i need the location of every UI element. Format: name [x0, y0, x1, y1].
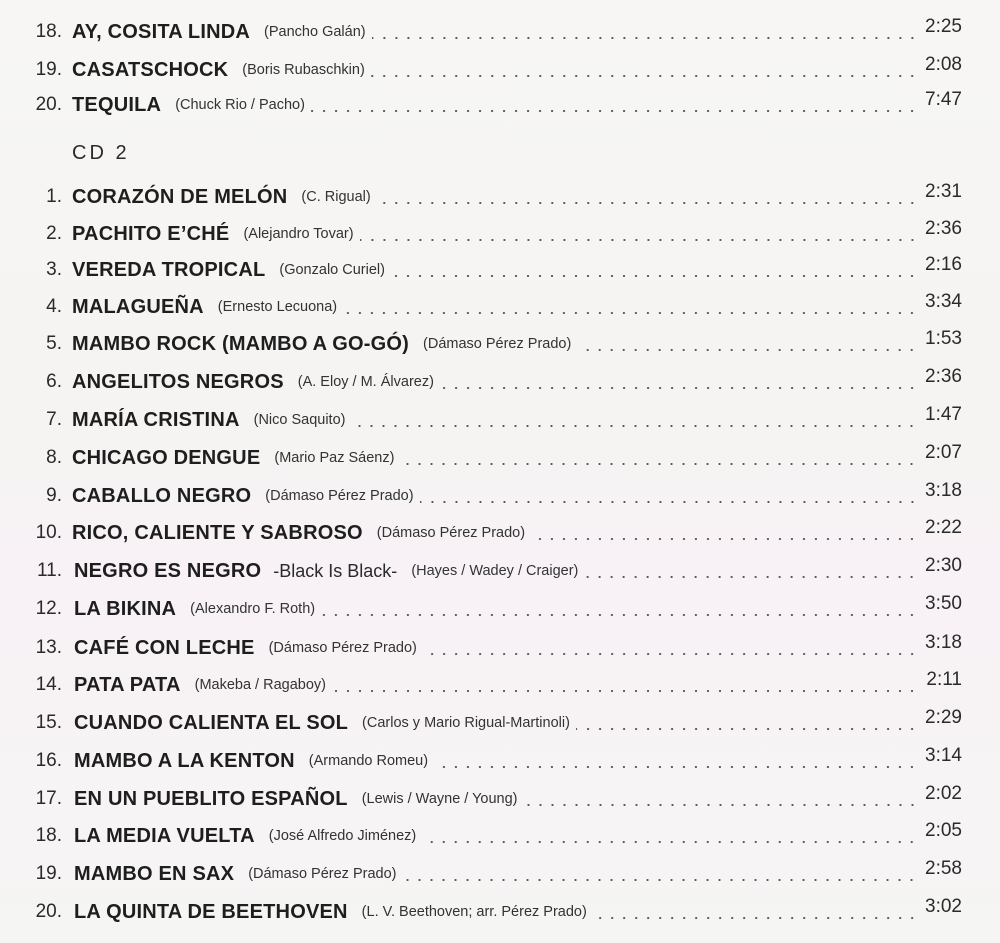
track-title-line [72, 441, 922, 475]
track-number: 18. [35, 825, 62, 846]
track-duration: 3:34 [925, 291, 962, 312]
track-title: VEREDA TROPICAL [72, 258, 266, 281]
track-number: 8. [46, 447, 62, 468]
dot-leader [577, 349, 918, 351]
track-title-line [72, 253, 922, 287]
track-composer: (Alejandro Tovar) [243, 226, 354, 242]
track-row [0, 592, 1000, 626]
track-title: CUANDO CALIENTA EL SOL [74, 711, 349, 734]
track-duration: 7:47 [925, 89, 962, 110]
track-title: AY, COSITA LINDA [72, 20, 251, 43]
track-duration: 3:18 [925, 480, 962, 501]
track-row [0, 554, 1000, 588]
track-title-line [74, 554, 922, 588]
track-row [0, 857, 1000, 891]
dot-leader [391, 275, 918, 277]
track-number: 11. [36, 560, 62, 581]
track-title-line [72, 365, 922, 399]
track-composer: (José Alfredo Jiménez) [268, 828, 417, 844]
track-duration: 3:50 [925, 593, 962, 614]
track-composer: (Makeba / Ragaboy) [194, 677, 326, 693]
dot-leader [371, 75, 918, 77]
track-title-line [72, 516, 922, 550]
track-row [0, 88, 1000, 122]
track-row [0, 290, 1000, 324]
track-title: EN UN PUEBLITO ESPAÑOL [74, 787, 348, 810]
track-title-line [72, 290, 922, 324]
track-duration: 2:31 [925, 181, 962, 202]
dot-leader [311, 110, 918, 112]
track-composer: (Dámaso Pérez Prado) [268, 640, 417, 656]
cd2-heading: CD 2 [72, 142, 130, 164]
track-duration: 3:14 [925, 745, 962, 766]
track-title-line [72, 88, 922, 122]
track-title: PATA PATA [74, 673, 181, 696]
track-title: MAMBO EN SAX [74, 862, 235, 885]
track-title-line [74, 782, 922, 816]
track-number: 13. [35, 637, 62, 658]
track-title: CABALLO NEGRO [72, 484, 252, 507]
track-row [0, 479, 1000, 513]
track-composer: (Dámaso Pérez Prado) [248, 866, 397, 882]
track-duration: 1:53 [925, 328, 962, 349]
track-title: MAMBO ROCK (MAMBO A GO-GÓ) [72, 332, 410, 355]
dot-leader [531, 538, 918, 540]
track-composer: (C. Rigual) [301, 189, 371, 205]
track-duration: 2:07 [925, 442, 962, 463]
dot-leader [423, 653, 918, 655]
track-composer: (Nico Saquito) [253, 412, 346, 428]
track-duration: 2:36 [925, 218, 962, 239]
track-duration: 2:02 [925, 783, 962, 804]
track-title-line [72, 403, 922, 437]
track-row [0, 516, 1000, 550]
track-composer: (Hayes / Wadey / Craiger) [411, 563, 579, 579]
track-number: 19. [35, 59, 62, 80]
track-duration: 2:58 [925, 858, 962, 879]
track-number: 6. [46, 371, 62, 392]
track-composer: (Dámaso Pérez Prado) [376, 525, 526, 541]
track-duration: 2:30 [925, 555, 962, 576]
dot-leader [440, 387, 918, 389]
track-title: LA QUINTA DE BEETHOVEN [74, 900, 348, 923]
track-number: 4. [46, 296, 62, 317]
track-number: 7. [46, 409, 62, 430]
track-title-line [72, 180, 922, 214]
track-number: 9. [46, 485, 62, 506]
track-row [0, 782, 1000, 816]
track-number: 16. [35, 750, 62, 771]
dot-leader [360, 239, 918, 241]
dot-leader [422, 841, 918, 843]
track-row [0, 895, 1000, 929]
track-duration: 2:05 [925, 820, 962, 841]
dot-leader [402, 879, 918, 881]
track-number: 17. [35, 788, 62, 809]
track-duration: 2:25 [925, 16, 962, 37]
track-title: CAFÉ CON LECHE [74, 636, 255, 659]
track-subtitle: -Black Is Black- [273, 560, 398, 581]
track-number: 3. [46, 259, 62, 280]
track-duration: 2:11 [926, 669, 962, 690]
dot-leader [400, 463, 918, 465]
dot-leader [372, 37, 918, 39]
track-duration: 2:16 [925, 254, 962, 275]
track-row [0, 217, 1000, 251]
track-title: MALAGUEÑA [72, 295, 204, 318]
track-composer: (Ernesto Lecuona) [217, 299, 338, 315]
track-row [0, 706, 1000, 740]
track-duration: 2:08 [925, 54, 962, 75]
track-composer: (Chuck Rio / Pacho) [175, 97, 305, 113]
track-title-line [74, 857, 922, 891]
dot-leader [524, 804, 918, 806]
track-title: RICO, CALIENTE Y SABROSO [72, 521, 363, 544]
dot-leader [377, 202, 918, 204]
track-title: LA BIKINA [74, 597, 177, 620]
track-composer: (Lewis / Wayne / Young) [361, 791, 518, 807]
track-row [0, 327, 1000, 361]
track-duration: 2:36 [925, 366, 962, 387]
track-title-line [74, 668, 922, 702]
track-composer: (Alexandro F. Roth) [190, 601, 316, 617]
track-title-line [74, 706, 922, 740]
track-row [0, 253, 1000, 287]
track-number: 15. [35, 712, 62, 733]
track-number: 18. [35, 21, 62, 42]
track-duration: 2:29 [925, 707, 962, 728]
track-row [0, 668, 1000, 702]
track-number: 12. [35, 598, 62, 619]
track-number: 10. [35, 522, 62, 543]
track-title-line [72, 479, 922, 513]
dot-leader [343, 312, 918, 314]
track-title-line [74, 592, 922, 626]
track-title: MAMBO A LA KENTON [74, 749, 295, 772]
track-composer: (Mario Paz Sáenz) [274, 450, 395, 466]
track-number: 1. [46, 186, 62, 207]
track-title-line [72, 217, 922, 251]
track-title: CHICAGO DENGUE [72, 446, 261, 469]
track-number: 14. [35, 674, 62, 695]
track-composer: (Dámaso Pérez Prado) [265, 488, 414, 504]
track-title: TEQUILA [72, 93, 162, 116]
track-title-line [72, 15, 922, 49]
track-title-line [72, 327, 922, 361]
track-composer: (Pancho Galán) [264, 24, 366, 40]
track-title-line [74, 819, 922, 853]
track-title: MARÍA CRISTINA [72, 408, 240, 431]
track-row [0, 631, 1000, 665]
track-title-line [74, 631, 922, 665]
dot-leader [321, 614, 918, 616]
track-title: ANGELITOS NEGROS [72, 370, 284, 393]
dot-leader [351, 425, 918, 427]
track-number: 20. [35, 94, 62, 115]
dot-leader [332, 690, 918, 692]
track-number: 20. [35, 901, 62, 922]
dot-leader [434, 766, 918, 768]
track-title: PACHITO E’CHÉ [72, 222, 230, 245]
track-composer: (Dámaso Pérez Prado) [423, 336, 572, 352]
track-composer: (A. Eloy / M. Álvarez) [297, 374, 434, 390]
track-number: 5. [46, 333, 62, 354]
track-title: NEGRO ES NEGRO [74, 559, 262, 582]
track-duration: 3:18 [925, 632, 962, 653]
dot-leader [420, 501, 918, 503]
track-composer: (L. V. Beethoven; arr. Pérez Prado) [361, 904, 587, 920]
track-row [0, 365, 1000, 399]
track-composer: (Armando Romeu) [308, 753, 429, 769]
track-title: LA MEDIA VUELTA [74, 824, 255, 847]
track-composer: (Boris Rubaschkin) [242, 62, 365, 78]
track-title: CORAZÓN DE MELÓN [72, 185, 288, 208]
track-row [0, 744, 1000, 778]
track-number: 2. [46, 223, 62, 244]
track-title: CASATSCHOCK [72, 58, 229, 81]
track-duration: 1:47 [925, 404, 962, 425]
track-row [0, 403, 1000, 437]
track-title-line [74, 895, 922, 929]
dot-leader [593, 917, 918, 919]
dot-leader [576, 728, 918, 730]
track-row [0, 180, 1000, 214]
track-composer: (Gonzalo Curiel) [279, 262, 385, 278]
track-title-line [72, 53, 922, 87]
track-composer: (Carlos y Mario Rigual-Martinoli) [362, 715, 570, 731]
track-duration: 2:22 [925, 517, 962, 538]
track-row [0, 53, 1000, 87]
track-row [0, 441, 1000, 475]
track-number: 19. [35, 863, 62, 884]
track-title-line [74, 744, 922, 778]
track-duration: 3:02 [925, 896, 962, 917]
track-row [0, 15, 1000, 49]
dot-leader [584, 576, 918, 578]
track-row [0, 819, 1000, 853]
